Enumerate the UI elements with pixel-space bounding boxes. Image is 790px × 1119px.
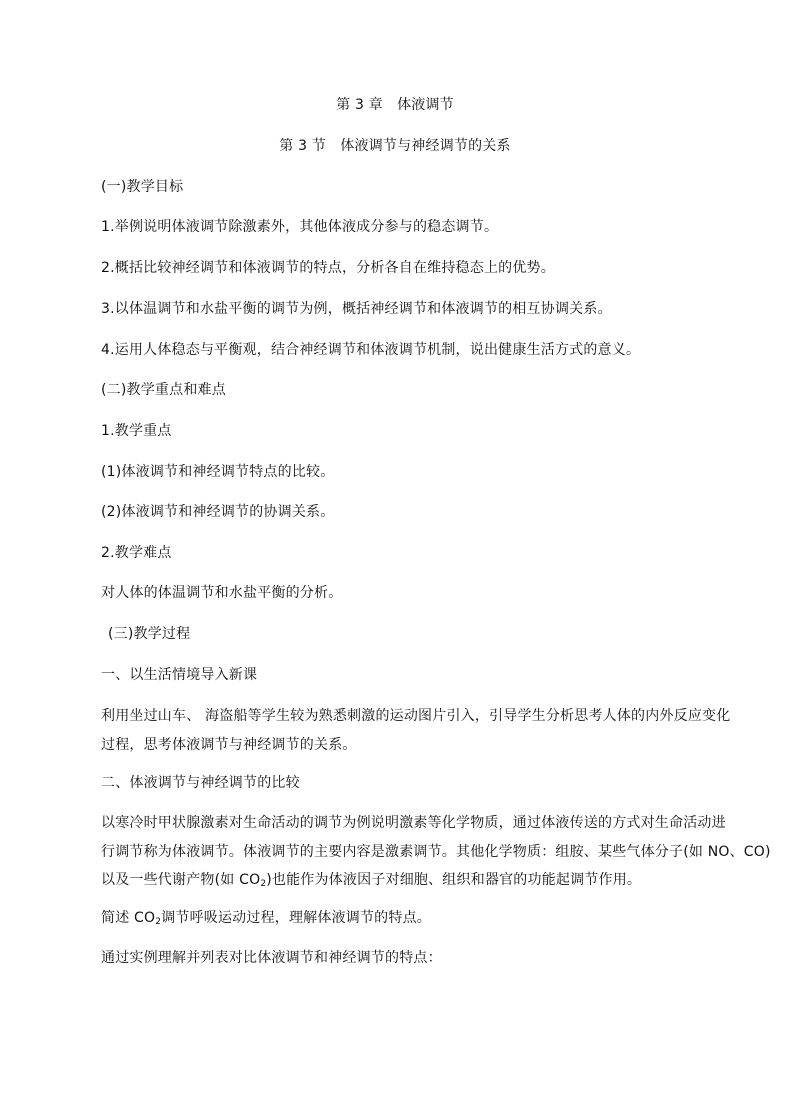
goal-item-4: 4.运用人体稳态与平衡观，结合神经调节和体液调节机制，说出健康生活方式的意义。 [101, 342, 641, 358]
goals-heading: (一)教学目标 [101, 179, 184, 195]
focus-item-1: (1)体液调节和神经调节特点的比较。 [101, 464, 335, 480]
co2-line [101, 908, 431, 932]
part1-line-2: 过程，思考体液调节与神经调节的关系。 [101, 737, 357, 753]
focus-item-2: (2)体液调节和神经调节的协调关系。 [101, 504, 335, 520]
goal-item-2: 2.概括比较神经调节和体液调节的特点，分析各自在维持稳态上的优势。 [101, 260, 555, 276]
section-title: 第 3 节 体液调节与神经调节的关系 [279, 138, 511, 154]
co2-line-subscript: 2 [155, 917, 162, 927]
part2-line-3-text-b: )也能作为体液因子对细胞、组织和器官的功能起调节作用。 [266, 872, 642, 888]
part1-line-1: 利用坐过山车、 海盗船等学生较为熟悉刺激的运动图片引入，引导学生分析思考人体的内外反应变化 [101, 708, 731, 724]
part2-line-3 [101, 870, 641, 894]
co2-subscript: 2 [260, 879, 267, 889]
difficulty-heading: 2.教学难点 [101, 545, 172, 561]
compare-line: 通过实例理解并列表对比体液调节和神经调节的特点： [101, 950, 442, 966]
goal-item-3: 3.以体温调节和水盐平衡的调节为例，概括神经调节和体液调节的相互协调关系。 [101, 301, 612, 317]
part2-line-3-text-a: 以及一些代谢产物(如 CO [101, 872, 261, 888]
goal-item-1: 1.举例说明体液调节除激素外，其他体液成分参与的稳态调节。 [101, 219, 499, 235]
co2-line-text-a: 简述 CO [101, 910, 156, 926]
part2-line-2: 行调节称为体液调节。体液调节的主要内容是激素调节。其他化学物质：组胺、某些气体分子(如 NO、CO) [101, 844, 771, 860]
difficulty-text: 对人体的体温调节和水盐平衡的分析。 [101, 585, 343, 601]
process-heading: (三)教学过程 [108, 626, 191, 642]
part2-line-1: 以寒冷时甲状腺激素对生命活动的调节为例说明激素等化学物质，通过体液传送的方式对生命活动进 [101, 815, 726, 831]
part2-heading: 二、体液调节与神经调节的比较 [101, 775, 300, 791]
key-points-heading: (二)教学重点和难点 [101, 382, 226, 398]
focus-heading: 1.教学重点 [101, 423, 172, 439]
co2-line-text-b: 调节呼吸运动过程，理解体液调节的特点。 [161, 910, 431, 926]
chapter-title: 第 3 章 体液调节 [336, 97, 454, 113]
part1-heading: 一、以生活情境导入新课 [101, 667, 258, 683]
